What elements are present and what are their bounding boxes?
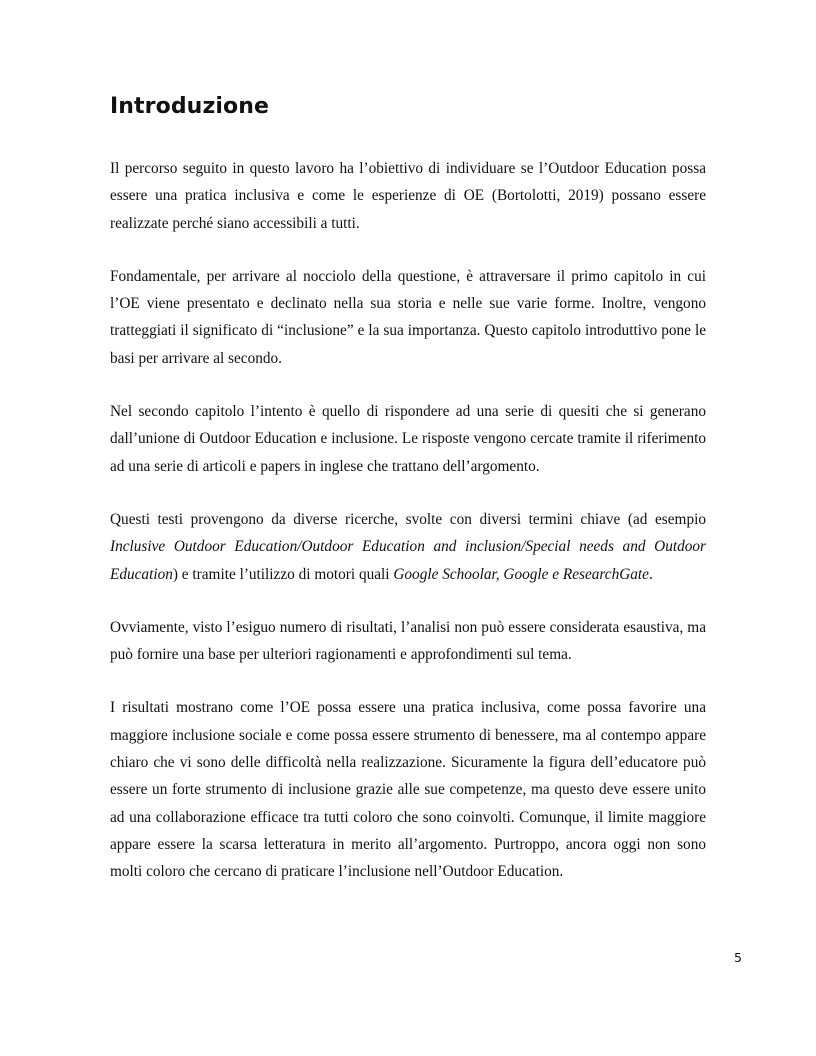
paragraph-4 bbox=[110, 506, 706, 588]
paragraph-4-italic-keywords: Inclusive Outdoor Education/Outdoor Education and inclusion/Special needs and Outdoor Education bbox=[110, 538, 706, 583]
page-title: Introduzione bbox=[110, 94, 269, 119]
paragraph-4-text-3: . bbox=[648, 565, 653, 583]
body-text bbox=[110, 155, 706, 886]
paragraph-4-italic-engines: Google Schoolar, Google e ResearchGate bbox=[393, 565, 649, 583]
paragraph-5: Ovviamente, visto l’esiguo numero di risultati, l’analisi non può essere considerata esaustiva, ma può fornire una base per ulteriori ragionamenti e approfondimenti sul tema. bbox=[110, 618, 706, 664]
paragraph-4-text-1: Questi testi provengono da diverse ricerche, svolte con diversi termini chiave (ad esempio bbox=[110, 510, 706, 528]
paragraph-6: I risultati mostrano come l’OE possa essere una pratica inclusiva, come possa favorire una maggiore inclusione sociale e come possa essere strumento di benessere, ma al contempo appare chiaro che vi sono delle difficoltà nella realizzazione. Sicuramente la figura dell’educatore può essere un forte strumento di inclusione grazie alle sue competenze, ma questo deve essere unito ad una collaborazione efficace tra tutti coloro che sono coinvolti. Comunque, il limite maggiore appare essere la scarsa letteratura in merito all’argomento. Purtroppo, ancora oggi non sono molti coloro che cercano di praticare l’inclusione nell’Outdoor Education. bbox=[110, 699, 706, 881]
paragraph-2: Fondamentale, per arrivare al nocciolo della questione, è attraversare il primo capitolo in cui l’OE viene presentato e declinato nella sua storia e nelle sue varie forme. Inoltre, vengono tratteggiati il significato di “inclusione” e la sua importanza. Questo capitolo introduttivo pone le basi per arrivare al secondo. bbox=[110, 267, 706, 367]
paragraph-3: Nel secondo capitolo l’intento è quello di rispondere ad una serie di quesiti che si generano dall’unione di Outdoor Education e inclusione. Le risposte vengono cercate tramite il riferimento ad una serie di articoli e papers in inglese che trattano dell’argomento. bbox=[110, 403, 706, 475]
page-number: 5 bbox=[734, 950, 742, 965]
paragraph-4-text-2: ) e tramite l’utilizzo di motori quali bbox=[172, 565, 394, 583]
paragraph-1: Il percorso seguito in questo lavoro ha l’obiettivo di individuare se l’Outdoor Education possa essere una pratica inclusiva e come le esperienze di OE (Bortolotti, 2019) possano essere realizzate perché siano accessibili a tutti. bbox=[110, 160, 706, 232]
